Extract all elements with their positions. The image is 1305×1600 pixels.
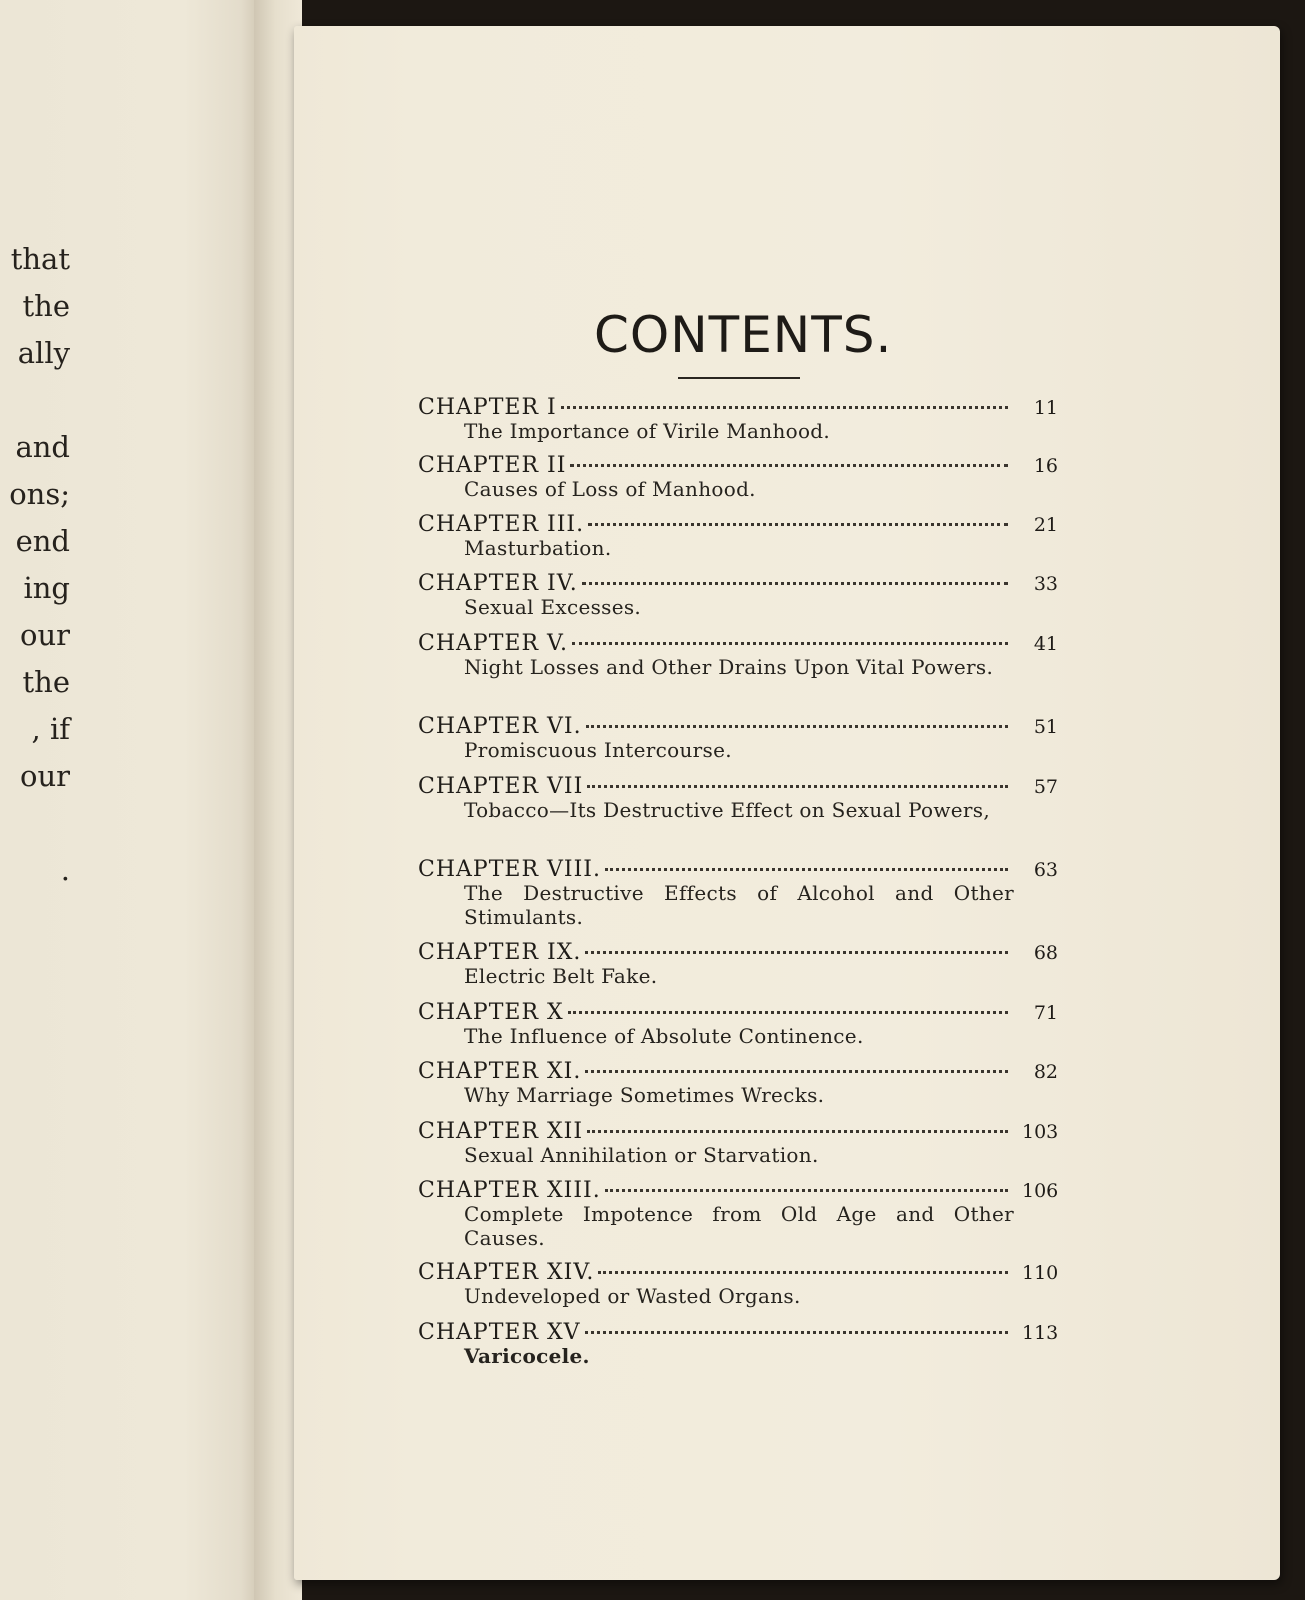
page-title: CONTENTS. [594, 306, 893, 364]
page-number: 16 [1033, 455, 1058, 477]
paragraph-gap [9, 800, 70, 847]
page-number: 57 [1033, 776, 1058, 798]
dot-leader [585, 951, 1008, 954]
left-fragment: the [22, 665, 70, 699]
dot-leader [605, 868, 1008, 871]
chapter-label: CHAPTER XI. [418, 1059, 582, 1084]
left-fragment: the [22, 289, 70, 323]
dot-leader [572, 642, 1008, 645]
chapter-label: CHAPTER IX. [418, 940, 582, 965]
toc-entry [418, 857, 1058, 940]
left-fragment: end [15, 524, 70, 558]
toc-entry [418, 571, 1058, 631]
chapter-label: CHAPTER II [418, 453, 567, 478]
page-number: 110 [1022, 1262, 1059, 1284]
page-number: 51 [1033, 716, 1058, 738]
chapter-label: CHAPTER VI. [418, 714, 582, 739]
dot-leader [570, 464, 1008, 467]
chapter-subtitle: The Influence of Absolute Continence. [464, 1024, 864, 1048]
chapter-label: CHAPTER VIII. [418, 857, 601, 882]
chapter-label: CHAPTER X [418, 1000, 564, 1025]
table-of-contents [418, 395, 1058, 1376]
title-rule [678, 377, 800, 379]
chapter-subtitle: Causes of Loss of Manhood. [464, 477, 756, 501]
toc-entry [418, 714, 1058, 774]
left-page [0, 0, 262, 1600]
toc-entry [418, 453, 1058, 512]
toc-entry [418, 1119, 1058, 1178]
dot-leader [586, 725, 1008, 728]
dot-leader [585, 1070, 1008, 1073]
toc-entry [418, 395, 1058, 453]
left-fragment: . [60, 853, 70, 887]
page-number: 71 [1033, 1002, 1058, 1024]
page-number: 21 [1033, 514, 1058, 536]
left-fragment: , if [31, 712, 70, 746]
page-number: 33 [1033, 573, 1058, 595]
left-fragment: our [20, 759, 70, 793]
chapter-subtitle: The Destructive Effects of Alcohol and Other Stimulants. [464, 881, 1014, 929]
toc-entry [418, 1178, 1058, 1260]
page-number: 103 [1022, 1121, 1059, 1143]
chapter-subtitle: Promiscuous Intercourse. [464, 738, 732, 762]
chapter-label: CHAPTER XII [418, 1119, 584, 1144]
chapter-subtitle: Why Marriage Sometimes Wrecks. [464, 1083, 825, 1107]
dot-leader [605, 1189, 1008, 1192]
page-number: 63 [1033, 859, 1058, 881]
chapter-label: CHAPTER XV [418, 1320, 581, 1345]
chapter-subtitle: Varicocele. [464, 1344, 590, 1368]
toc-entry [418, 1000, 1058, 1059]
chapter-subtitle: Sexual Annihilation or Starvation. [464, 1143, 819, 1167]
chapter-label: CHAPTER V. [418, 631, 569, 656]
left-fragment: and [15, 430, 70, 464]
chapter-subtitle: Complete Impotence from Old Age and Other Causes. [464, 1202, 1014, 1250]
left-fragment: ally [17, 336, 70, 370]
chapter-subtitle: Masturbation. [464, 536, 612, 560]
toc-entry [418, 512, 1058, 571]
chapter-subtitle: Sexual Excesses. [464, 595, 642, 619]
page-number: 106 [1022, 1180, 1059, 1202]
chapter-label: CHAPTER IV. [418, 571, 578, 596]
dot-leader [598, 1271, 1008, 1274]
dot-leader [568, 1011, 1008, 1014]
page-number: 82 [1033, 1061, 1058, 1083]
chapter-subtitle: Night Losses and Other Drains Upon Vital Powers. [464, 655, 994, 679]
chapter-subtitle: The Importance of Virile Manhood. [464, 419, 831, 443]
chapter-subtitle: Undeveloped or Wasted Organs. [464, 1284, 801, 1308]
left-fragment: that [10, 242, 70, 276]
dot-leader [582, 582, 1008, 585]
chapter-label: CHAPTER VII [418, 774, 584, 799]
paragraph-gap [9, 377, 70, 424]
toc-entry [418, 1320, 1058, 1376]
chapter-label: CHAPTER III. [418, 512, 585, 537]
toc-entry [418, 940, 1058, 1000]
contents-page [294, 26, 1280, 1580]
page-number: 11 [1033, 397, 1058, 419]
chapter-subtitle: Electric Belt Fake. [464, 964, 658, 988]
dot-leader [561, 406, 1008, 409]
dot-leader [585, 1331, 1008, 1334]
page-number: 41 [1033, 633, 1058, 655]
dot-leader [587, 1130, 1008, 1133]
left-fragment: ing [23, 571, 70, 605]
chapter-label: CHAPTER XIII. [418, 1178, 601, 1203]
toc-entry [418, 1260, 1058, 1320]
left-fragment: ons; [9, 477, 70, 511]
toc-entry [418, 774, 1058, 857]
dot-leader [587, 785, 1008, 788]
left-page-text-fragments [9, 236, 70, 894]
chapter-subtitle: Tobacco—Its Destructive Effect on Sexual Powers, [464, 798, 991, 822]
page-number: 68 [1033, 942, 1058, 964]
toc-entry [418, 1059, 1058, 1119]
chapter-label: CHAPTER I [418, 395, 557, 420]
toc-entry [418, 631, 1058, 714]
dot-leader [588, 523, 1008, 526]
page-number: 113 [1022, 1322, 1059, 1344]
left-fragment: our [20, 618, 70, 652]
chapter-label: CHAPTER XIV. [418, 1260, 595, 1285]
